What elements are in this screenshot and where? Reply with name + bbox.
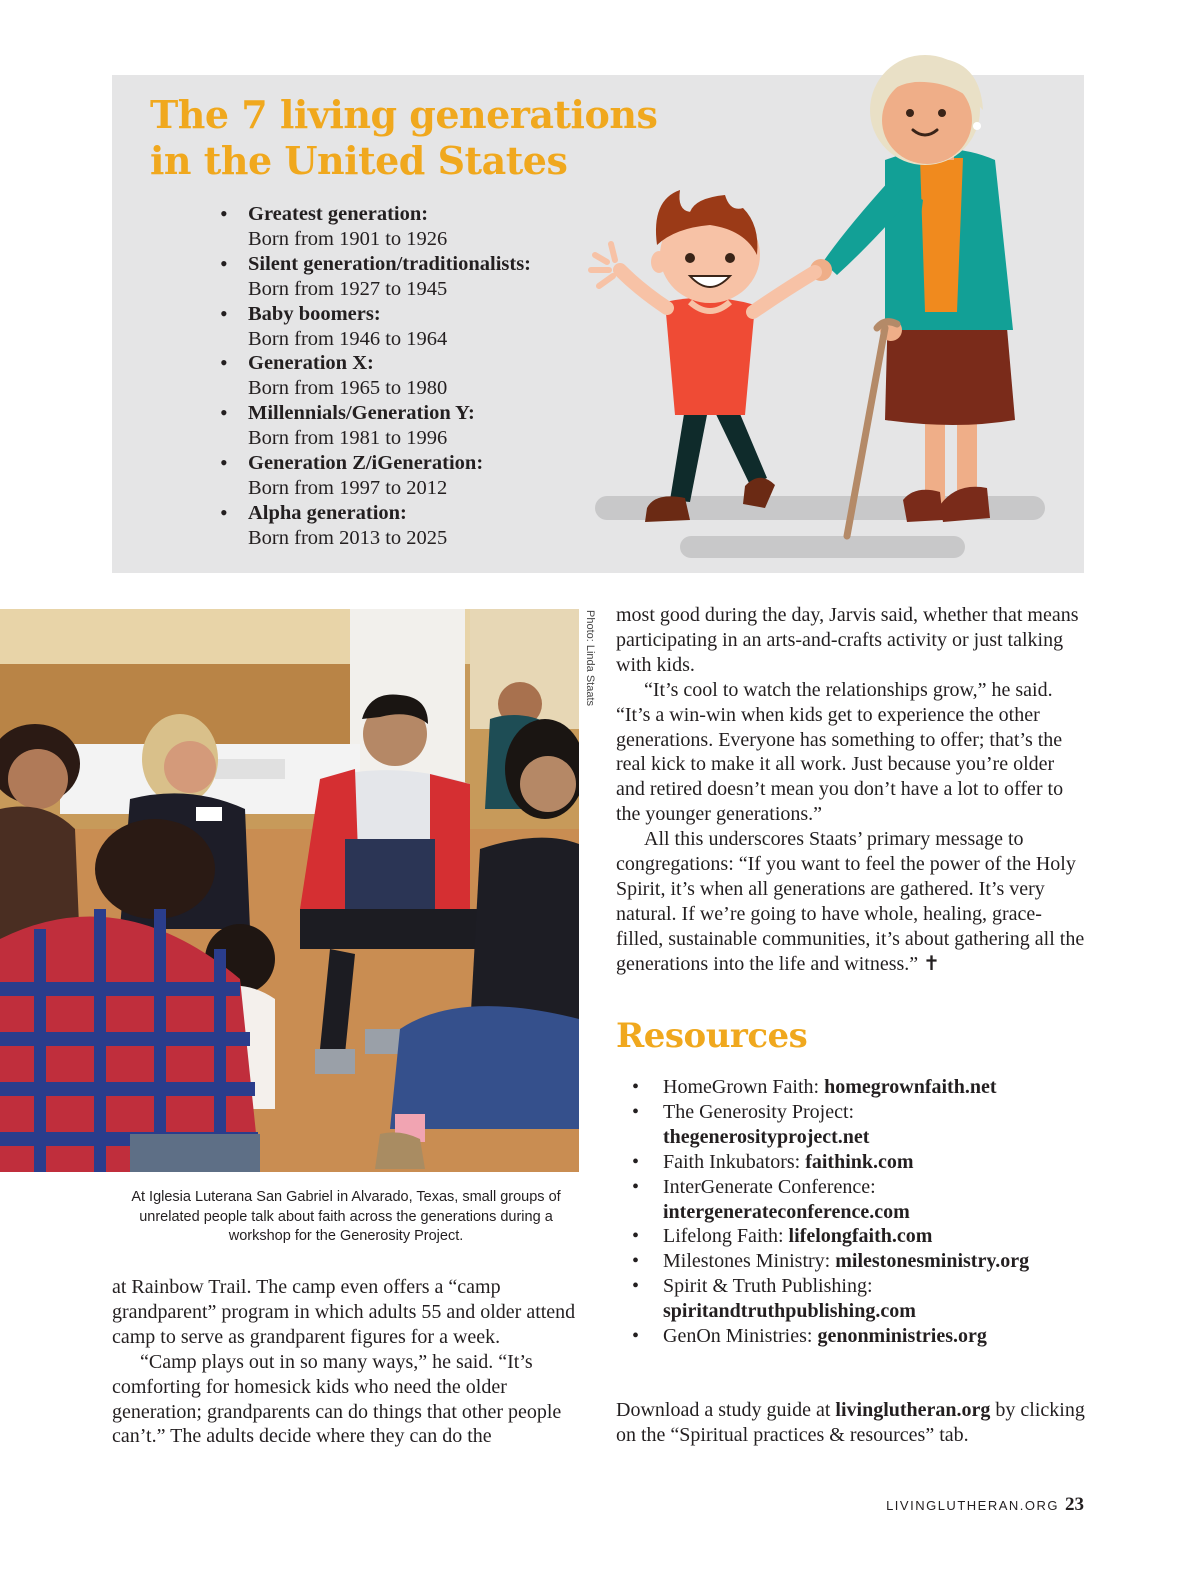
generation-item [218,351,598,401]
article-paragraph: “It’s cool to watch the relationships grow,” he said. “It’s a win-win when kids get to experience the other generations. Everyone has something to offer; that’s the real kick to make it all work. Just because you’re older and retired doesn’t mean you don’t have a lot to offer to the younger generations.” [616,678,1064,826]
resource-item [632,1324,1092,1349]
generation-born: Born from 1927 to 1945 [248,277,448,300]
resource-label: Faith Inkubators: [663,1150,806,1173]
resource-link[interactable]: spiritandtruthpublishing.com [663,1300,916,1323]
study-guide-suffix: by clicking on the “Spiritual practices & resources” tab. [616,1399,1085,1446]
photo-caption: At Iglesia Luterana San Gabriel in Alvarado, Texas, small groups of unrelated people talk about faith across the generations during a workshop for the Generosity Project. [131,1189,561,1244]
resource-link[interactable]: milestonesministry.org [835,1250,1030,1273]
article-left-column [112,1275,584,1449]
generation-item [218,252,598,302]
resource-link[interactable]: homegrownfaith.net [824,1076,997,1098]
resource-item [632,1175,1092,1225]
resources-heading: Resources [616,1016,808,1056]
article-paragraph: at Rainbow Trail. The camp even offers a “camp grandparent” program in which adults 55 and older attend camp to serve as grandparent figures for a week. [112,1276,576,1348]
grandmother-figure [810,55,1015,536]
page-footer [870,1494,1084,1516]
resource-item [632,1274,1092,1324]
resource-label: HomeGrown Faith: [663,1076,825,1098]
article-paragraph: “Camp plays out in so many ways,” he said. “It’s comforting for homesick kids who need the older generation; grandparents can do things that other people can’t.” The adults decide where they can do the [112,1350,562,1448]
article-paragraph: All this underscores Staats’ primary message to congregations: “If you want to feel the power of the Holy Spirit, it’s when all generations are gathered. It’s very natural. If we’re going to have whole, healing, grace-filled, sustainable communities, it’s about gathering all the generations into the life and witness.” ✝ [616,828,1085,975]
sidebar-title-line1: The 7 living generations [150,92,658,137]
resource-link[interactable]: intergenerateconference.com [663,1200,910,1223]
resource-link[interactable]: thegenerosityproject.net [663,1125,870,1148]
generation-born: Born from 1997 to 2012 [248,476,448,499]
generation-name: • Millennials/Generation Y: [248,402,475,425]
boy-figure [591,190,815,522]
generation-name: • Greatest generation: [248,203,429,225]
generation-born: Born from 1965 to 1980 [248,377,448,400]
generation-item [218,302,598,352]
resource-link[interactable]: faithink.com [805,1150,914,1173]
generation-item [218,501,598,551]
generation-item [218,451,598,501]
study-guide-note [616,1398,1088,1448]
resource-label: Milestones Ministry: [663,1250,836,1273]
resource-item [632,1249,1092,1274]
study-guide-link[interactable]: livinglutheran.org [835,1399,991,1421]
generation-name: • Generation X: [248,352,374,375]
resource-label: GenOn Ministries: [663,1325,818,1348]
sidebar-title-line2: in the United States [150,138,568,183]
generation-born: Born from 1981 to 1996 [248,427,448,450]
ground-shadow [680,536,965,558]
generation-name: • Baby boomers: [248,302,381,325]
article-right-column [616,603,1088,977]
generation-born: Born from 2013 to 2025 [248,526,448,549]
generation-name: • Alpha generation: [248,501,407,524]
resource-label: The Generosity Project: [663,1100,855,1123]
generation-name: • Generation Z/iGeneration: [248,452,484,475]
footer-site[interactable]: LIVINGLUTHERAN.ORG [886,1498,1059,1513]
resource-link[interactable]: genonministries.org [817,1325,987,1348]
study-guide-prefix: Download a study guide at [616,1399,836,1421]
article-paragraph: most good during the day, Jarvis said, whether that means participating in an arts-and-crafts activity or just talking with kids. [616,604,1079,676]
resource-item [632,1150,1092,1175]
resource-item [632,1075,1092,1100]
resource-label: InterGenerate Conference: [663,1175,876,1198]
resources-list [632,1075,1092,1349]
generation-born: Born from 1946 to 1964 [248,327,448,350]
generation-born: Born from 1901 to 1926 [248,227,448,250]
resource-label: Lifelong Faith: [663,1225,789,1248]
grandmother-boy-illustration [585,30,1055,570]
generations-list [218,202,598,551]
resource-item [632,1224,1092,1249]
generation-item [218,202,598,252]
resource-item [632,1100,1092,1150]
resource-link[interactable]: lifelongfaith.com [788,1225,933,1248]
generation-name: • Silent generation/traditionalists: [248,252,532,275]
page-number: 23 [1065,1494,1084,1515]
generation-item [218,401,598,451]
resource-label: Spirit & Truth Publishing: [663,1275,873,1298]
workshop-photo [0,609,579,1172]
photo-credit: Photo: Linda Staats [584,610,596,707]
